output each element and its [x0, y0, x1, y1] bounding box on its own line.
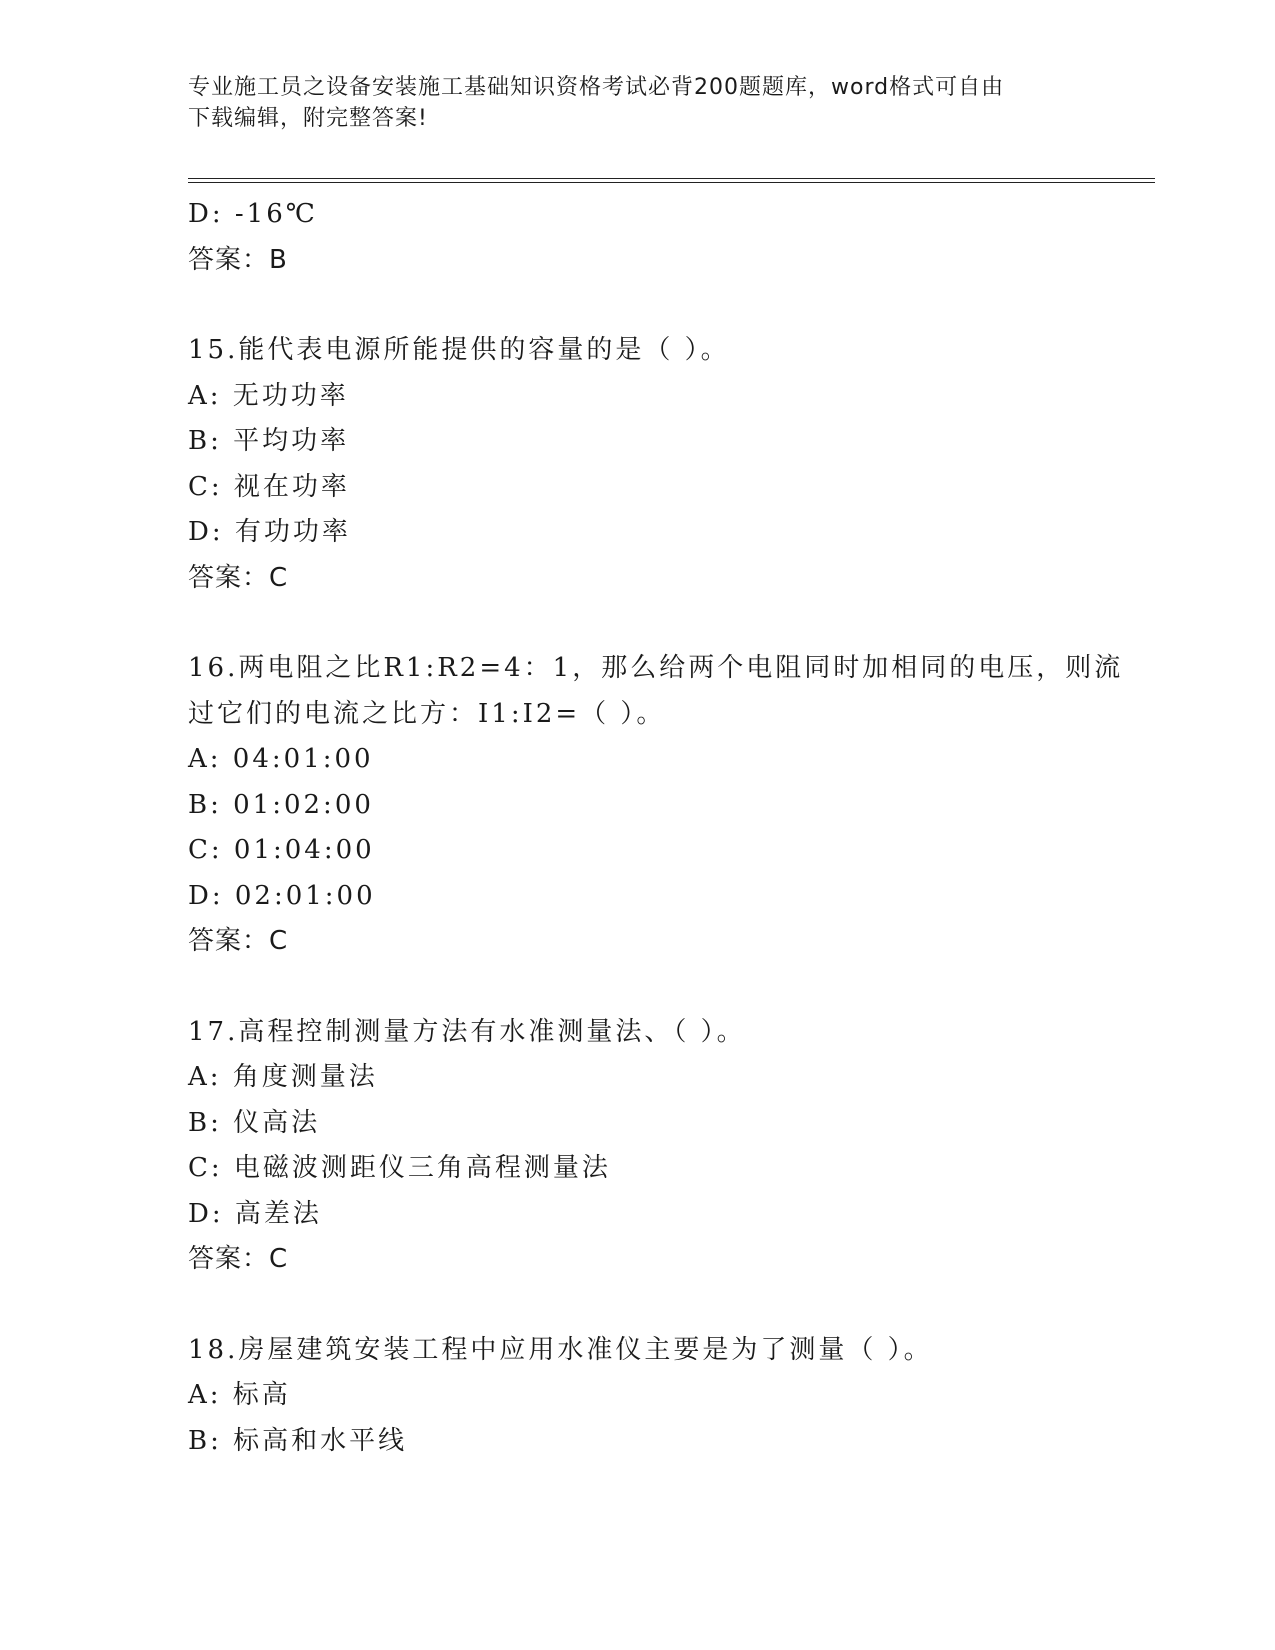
- spacer: [188, 283, 1148, 328]
- option-c: C: 电磁波测距仪三角高程测量法: [188, 1153, 611, 1183]
- spacer: [188, 601, 1148, 646]
- option-b: B: 01:02:00: [188, 789, 374, 820]
- page-header: [188, 72, 1088, 134]
- question-stem: 17.高程控制测量方法有水准测量法、（ ）。: [188, 1016, 746, 1047]
- option-d: D: 有功功率: [188, 517, 351, 547]
- option-b: B: 平均功率: [188, 426, 350, 456]
- spacer: [188, 965, 1148, 1010]
- option-b: B: 仪高法: [188, 1107, 321, 1138]
- option-a: A: 标高: [188, 1380, 291, 1410]
- header-line-1: 专业施工员之设备安装施工基础知识资格考试必背200题题库，word格式可自由: [188, 75, 1005, 100]
- answer-line: 答案：C: [188, 926, 289, 956]
- option-b: B: 标高和水平线: [188, 1425, 408, 1456]
- question-stem-line-1: 16.两电阻之比R1:R2=4：1，那么给两个电阻同时加相同的电压，则流: [188, 653, 1124, 683]
- option-d: D: 高差法: [188, 1198, 322, 1229]
- question-17: [188, 1010, 1148, 1283]
- question-16: [188, 646, 1148, 965]
- question-stem: 18.房屋建筑安装工程中应用水准仪主要是为了测量（ ）。: [188, 1334, 933, 1365]
- answer-line: 答案：C: [188, 1244, 289, 1274]
- question-stem-line-2: 过它们的电流之比方：I1:I2=（ ）。: [188, 698, 666, 729]
- option-a: A: 角度测量法: [188, 1062, 378, 1092]
- answer-line: 答案：C: [188, 562, 289, 593]
- question-list: [188, 192, 1148, 1464]
- option-d: D: -16℃: [188, 199, 318, 229]
- header-line-2: 下载编辑，附完整答案!: [188, 106, 428, 131]
- option-a: A: 04:01:00: [188, 744, 374, 774]
- option-c: C: 视在功率: [188, 471, 350, 502]
- header-divider: [188, 178, 1155, 183]
- answer-line: 答案：B: [188, 244, 288, 275]
- question-18: [188, 1328, 1148, 1465]
- option-a: A: 无功功率: [188, 380, 349, 411]
- question-stem: 15.能代表电源所能提供的容量的是（ ）。: [188, 335, 730, 365]
- question-15: [188, 328, 1148, 601]
- spacer: [188, 1283, 1148, 1328]
- option-d: D: 02:01:00: [188, 880, 376, 911]
- option-c: C: 01:04:00: [188, 835, 375, 865]
